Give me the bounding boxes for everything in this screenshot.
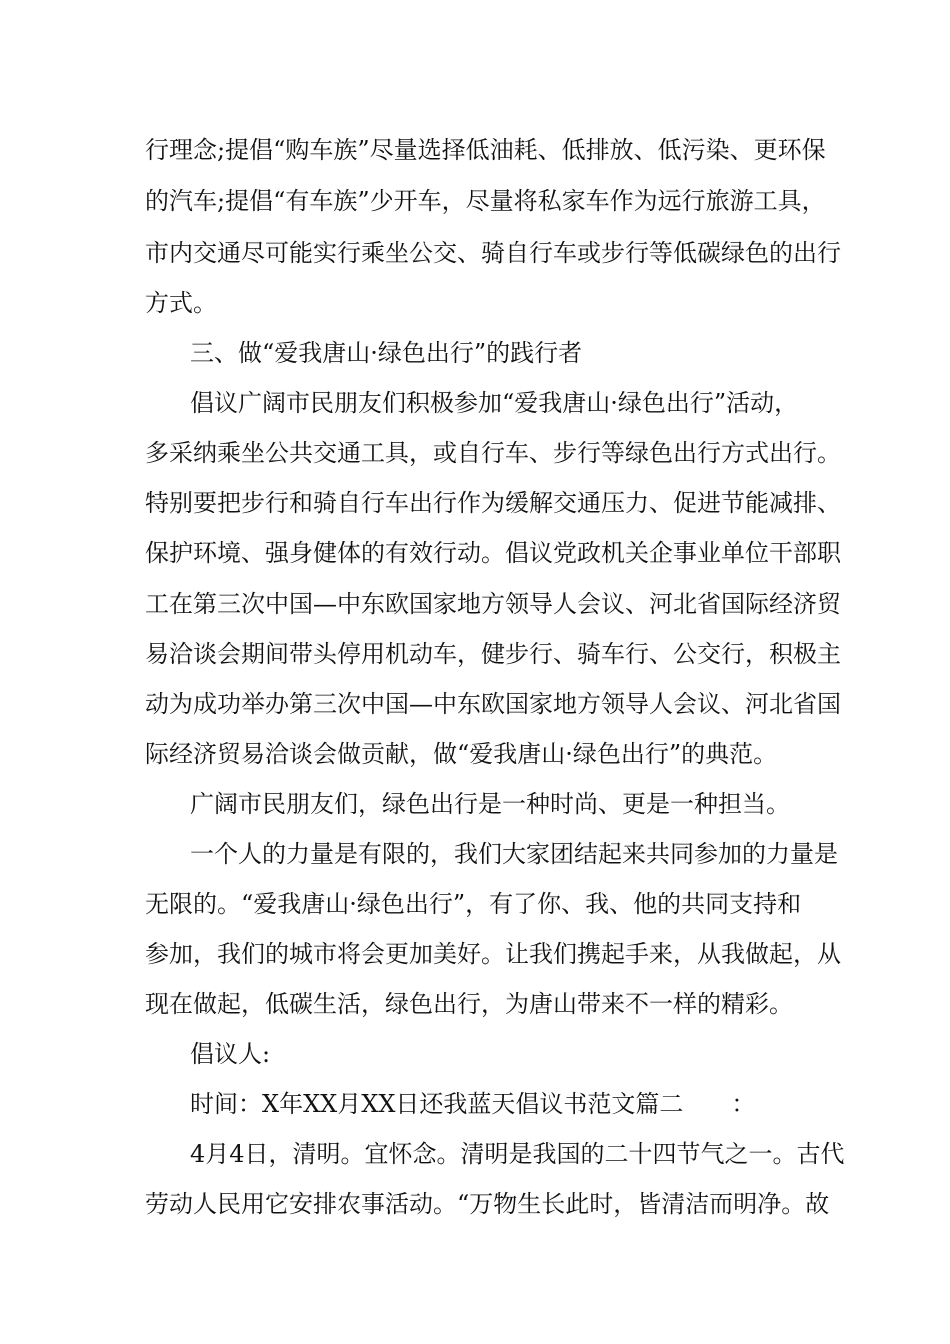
text-line: 易洽谈会期间带头停用机动车，健步行、骑车行、公交行，积极主 (145, 640, 841, 668)
text-line: 广阔市民朋友们，绿色出行是一种时尚、更是一种担当。 (190, 790, 790, 818)
text-line: 的汽车;提倡“有车族”少开车，尽量将私家车作为远行旅游工具， (145, 187, 826, 215)
text-line: 际经济贸易洽谈会做贡献，做“爱我唐山·绿色出行”的典范。 (145, 740, 778, 768)
text-line: 行理念;提倡“购车族”尽量选择低油耗、低排放、低污染、更环保 (145, 136, 826, 164)
section-heading: 三、做“爱我唐山·绿色出行”的践行者 (190, 339, 583, 367)
text-line: 保护环境、强身健体的有效行动。倡议党政机关企事业单位干部职 (145, 539, 841, 567)
text-line: 参加，我们的城市将会更加美好。让我们携起手来，从我做起，从 (145, 940, 841, 968)
text-line: 倡议广阔市民朋友们积极参加“爱我唐山·绿色出行”活动， (190, 389, 799, 417)
text-line: 劳动人民用它安排农事活动。“万物生长此时，皆清洁而明净。故 (145, 1190, 830, 1218)
text-line: 4月4日，清明。宜怀念。清明是我国的二十四节气之一。古代 (190, 1140, 845, 1168)
text-line: 工在第三次中国—中东欧国家地方领导人会议、河北省国际经济贸 (145, 590, 841, 618)
text-line: 无限的。“爱我唐山·绿色出行”，有了你、我、他的共同支持和 (145, 890, 802, 918)
text-line: 一个人的力量是有限的，我们大家团结起来共同参加的力量是 (190, 840, 838, 868)
signer-line: 倡议人: (190, 1040, 271, 1068)
text-line: 动为成功举办第三次中国—中东欧国家地方领导人会议、河北省国 (145, 690, 841, 718)
text-line: 市内交通尽可能实行乘坐公交、骑自行车或步行等低碳绿色的出行 (145, 239, 841, 267)
text-line: 多采纳乘坐公共交通工具，或自行车、步行等绿色出行方式出行。 (145, 439, 841, 467)
text-line: 方式。 (145, 289, 217, 317)
text-line: 现在做起，低碳生活，绿色出行，为唐山带来不一样的精彩。 (145, 990, 793, 1018)
text-line: 特别要把步行和骑自行车出行作为缓解交通压力、促进节能减排、 (145, 489, 841, 517)
date-line: 时间：X年XX月XX日还我蓝天倡议书范文篇二 ： (190, 1090, 756, 1118)
